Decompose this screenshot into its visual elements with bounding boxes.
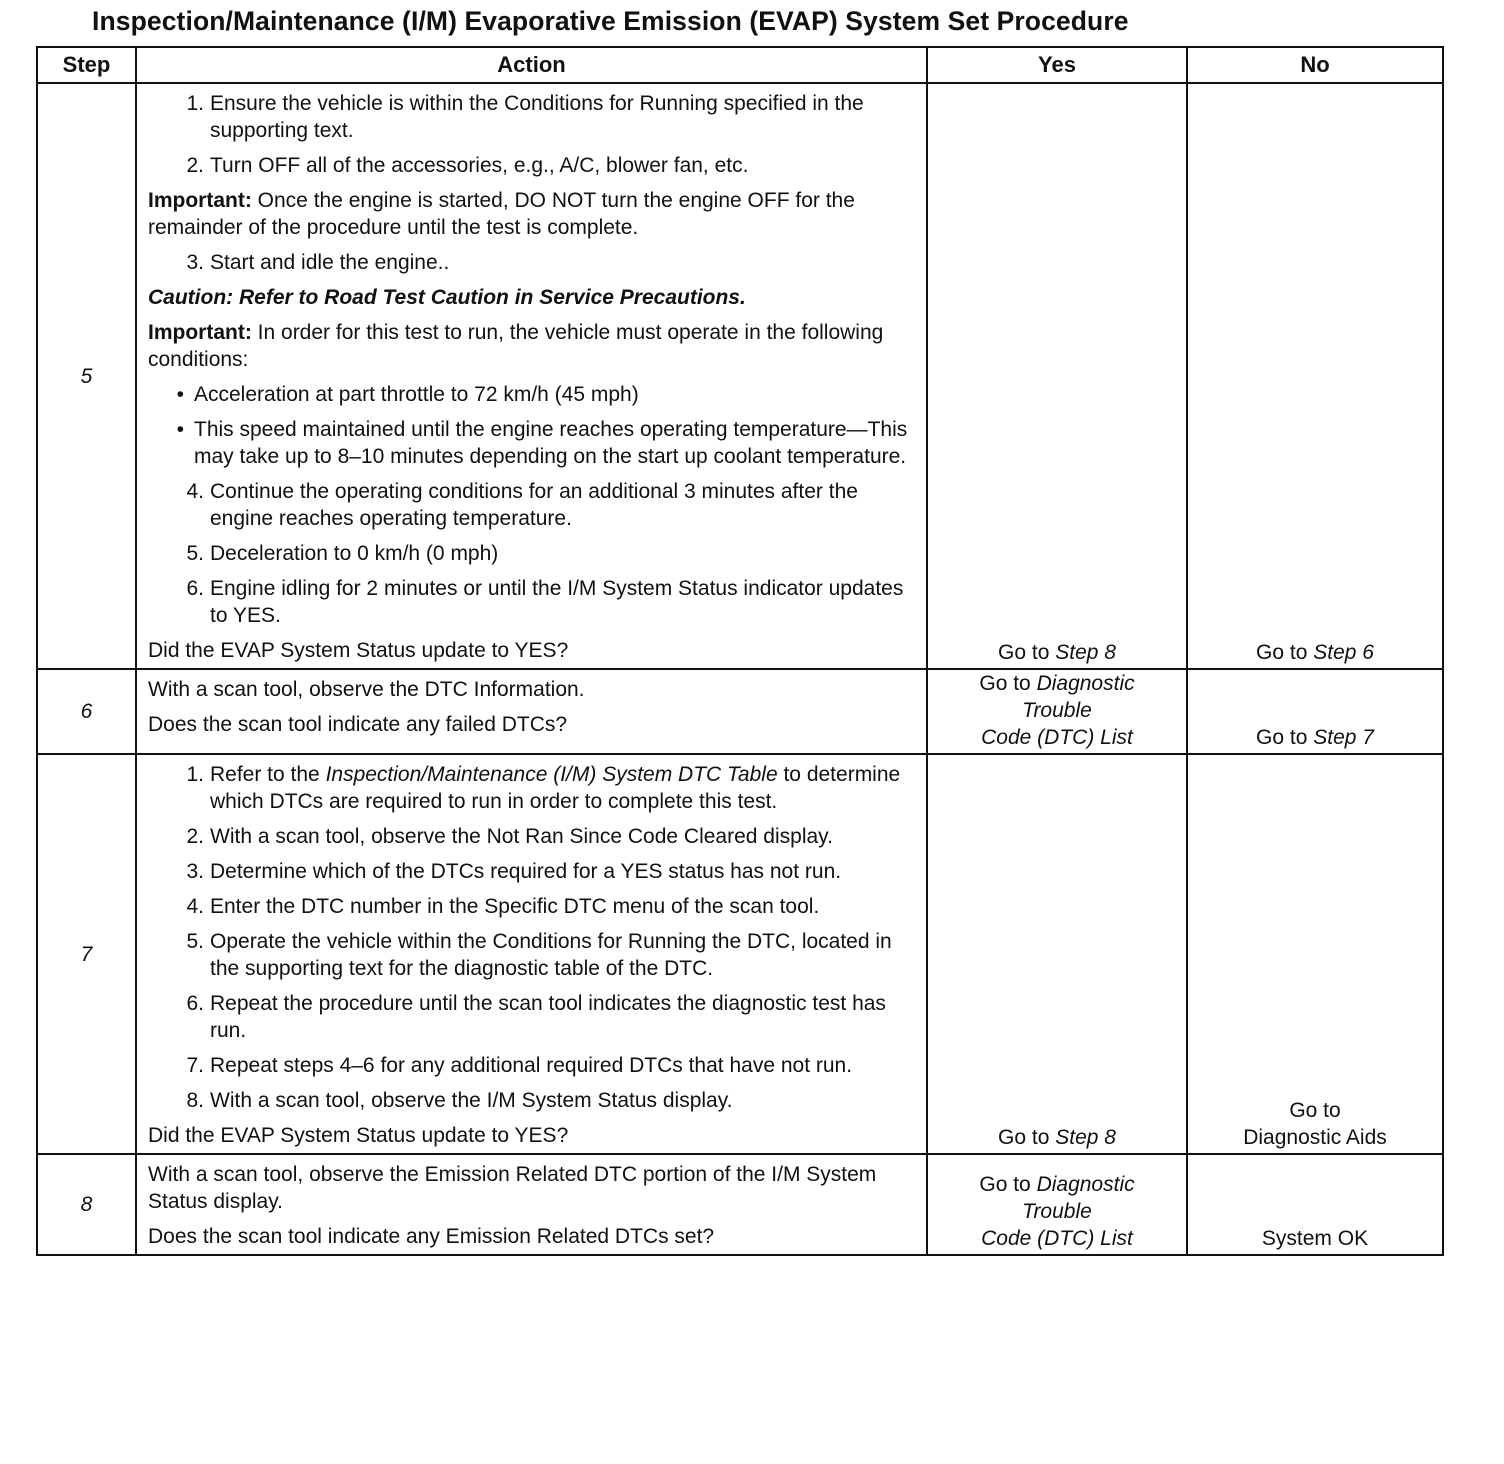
yes-result <box>927 1154 1187 1255</box>
table-reference: Inspection/Maintenance (I/M) System DTC Table <box>325 763 778 786</box>
action-cell <box>136 754 927 1154</box>
item-number: 8. <box>186 1089 204 1112</box>
yes-result <box>927 754 1187 1154</box>
no-step-ref: Step 6 <box>1313 641 1374 664</box>
header-action: Action <box>136 47 927 83</box>
item-text: Continue the operating conditions for an additional 3 minutes after the engine reaches operating temperature. <box>210 480 858 530</box>
item-number: 1. <box>186 92 204 115</box>
item-text: Operate the vehicle within the Conditions for Running the DTC, located in the supporting text for the diagnostic table of the DTC. <box>210 930 892 980</box>
important-text: In order for this test to run, the vehicle must operate in the following conditions: <box>148 321 884 371</box>
item-text: This speed maintained until the engine reaches operating temperature—This may take up to 8–10 minutes depending on the start up coolant temperature. <box>194 418 908 468</box>
bullet-item <box>148 381 918 408</box>
item-text: Acceleration at part throttle to 72 km/h (45 mph) <box>194 383 639 406</box>
list-item <box>148 1087 918 1114</box>
item-text: Determine which of the DTCs required for a YES status has not run. <box>210 860 842 883</box>
caution-note: Caution: Refer to Road Test Caution in Service Precautions. <box>148 286 746 309</box>
list-item <box>148 1052 918 1079</box>
yes-prefix: Go to <box>998 1126 1056 1149</box>
item-text-part: to determine which DTCs are required to run in order to complete this test. <box>210 763 901 813</box>
item-text: Turn OFF all of the accessories, e.g., A/C, blower fan, etc. <box>210 154 749 177</box>
item-text: Engine idling for 2 minutes or until the I/M System Status indicator updates to YES. <box>210 577 904 627</box>
item-text: Repeat the procedure until the scan tool indicates the diagnostic test has run. <box>210 992 886 1042</box>
item-number: 2. <box>186 154 204 177</box>
yes-ref-line: Code (DTC) List <box>981 726 1133 749</box>
important-note <box>148 319 918 373</box>
action-text: With a scan tool, observe the Emission Related DTC portion of the I/M System Status display. <box>148 1163 877 1213</box>
page-title: Inspection/Maintenance (I/M) Evaporative Emission (EVAP) System Set Procedure <box>92 6 1129 36</box>
yes-ref-line: Trouble <box>1022 699 1092 722</box>
yes-result <box>927 669 1187 754</box>
item-number: 3. <box>186 251 204 274</box>
bullet-icon: • <box>176 418 184 441</box>
table-row <box>37 754 1443 1154</box>
list-item <box>148 90 918 144</box>
item-text: Ensure the vehicle is within the Conditions for Running specified in the supporting text. <box>210 92 864 142</box>
question-text: Did the EVAP System Status update to YES? <box>148 639 569 662</box>
list-item <box>148 761 918 815</box>
yes-prefix: Go to <box>979 672 1037 695</box>
yes-ref-line: Diagnostic <box>1036 672 1135 695</box>
no-prefix: Go to <box>1256 726 1314 749</box>
question-text: Does the scan tool indicate any failed DTCs? <box>148 713 568 736</box>
item-text: With a scan tool, observe the Not Ran Since Code Cleared display. <box>210 825 833 848</box>
important-label: Important: <box>148 189 252 212</box>
item-text: Enter the DTC number in the Specific DTC menu of the scan tool. <box>210 895 820 918</box>
list-item <box>148 893 918 920</box>
item-number: 4. <box>186 480 204 503</box>
item-text-part: Refer to the <box>210 763 326 786</box>
no-line: Diagnostic Aids <box>1243 1126 1387 1149</box>
no-result <box>1187 754 1443 1154</box>
yes-step-ref: Step 8 <box>1055 641 1116 664</box>
item-text <box>204 761 918 815</box>
table-row <box>37 1154 1443 1255</box>
table-row <box>37 83 1443 669</box>
question-text: Did the EVAP System Status update to YES? <box>148 1124 569 1147</box>
yes-result <box>927 83 1187 669</box>
no-line: Go to <box>1289 1099 1341 1122</box>
list-item <box>148 928 918 982</box>
list-item <box>148 249 918 276</box>
list-item <box>148 478 918 532</box>
no-prefix: Go to <box>1256 641 1314 664</box>
item-number: 6. <box>186 992 204 1015</box>
important-text: Once the engine is started, DO NOT turn the engine OFF for the remainder of the procedure until the test is complete. <box>148 189 855 239</box>
yes-ref-line: Code (DTC) List <box>981 1227 1133 1250</box>
item-number: 7. <box>186 1054 204 1077</box>
header-no: No <box>1187 47 1443 83</box>
no-result <box>1187 669 1443 754</box>
item-number: 4. <box>186 895 204 918</box>
procedure-table <box>36 46 1444 1256</box>
action-cell <box>136 669 927 754</box>
header-step: Step <box>37 47 136 83</box>
item-number: 3. <box>186 860 204 883</box>
list-item <box>148 858 918 885</box>
header-row <box>37 47 1443 83</box>
item-text: Start and idle the engine.. <box>210 251 450 274</box>
no-result <box>1187 83 1443 669</box>
header-yes: Yes <box>927 47 1187 83</box>
item-number: 2. <box>186 825 204 848</box>
action-cell <box>136 83 927 669</box>
important-label: Important: <box>148 321 252 344</box>
step-number: 6 <box>37 669 136 754</box>
yes-prefix: Go to <box>979 1173 1037 1196</box>
item-text: With a scan tool, observe the I/M System Status display. <box>210 1089 733 1112</box>
step-number: 5 <box>37 83 136 669</box>
action-text: With a scan tool, observe the DTC Information. <box>148 678 585 701</box>
list-item <box>148 823 918 850</box>
item-number: 5. <box>186 930 204 953</box>
list-item <box>148 152 918 179</box>
yes-ref-line: Diagnostic <box>1036 1173 1135 1196</box>
step-number: 7 <box>37 754 136 1154</box>
yes-ref-line: Trouble <box>1022 1200 1092 1223</box>
important-note <box>148 187 918 241</box>
item-number: 1. <box>186 763 204 786</box>
item-number: 5. <box>186 542 204 565</box>
list-item <box>148 540 918 567</box>
action-cell <box>136 1154 927 1255</box>
question-text: Does the scan tool indicate any Emission Related DTCs set? <box>148 1225 715 1248</box>
item-text: Repeat steps 4–6 for any additional required DTCs that have not run. <box>210 1054 853 1077</box>
yes-step-ref: Step 8 <box>1055 1126 1116 1149</box>
bullet-icon: • <box>176 383 184 406</box>
list-item <box>148 990 918 1044</box>
step-number: 8 <box>37 1154 136 1255</box>
list-item <box>148 575 918 629</box>
item-text: Deceleration to 0 km/h (0 mph) <box>210 542 499 565</box>
no-result: System OK <box>1187 1154 1443 1255</box>
no-step-ref: Step 7 <box>1313 726 1374 749</box>
bullet-item <box>148 416 918 470</box>
item-number: 6. <box>186 577 204 600</box>
table-row <box>37 669 1443 754</box>
yes-prefix: Go to <box>998 641 1056 664</box>
